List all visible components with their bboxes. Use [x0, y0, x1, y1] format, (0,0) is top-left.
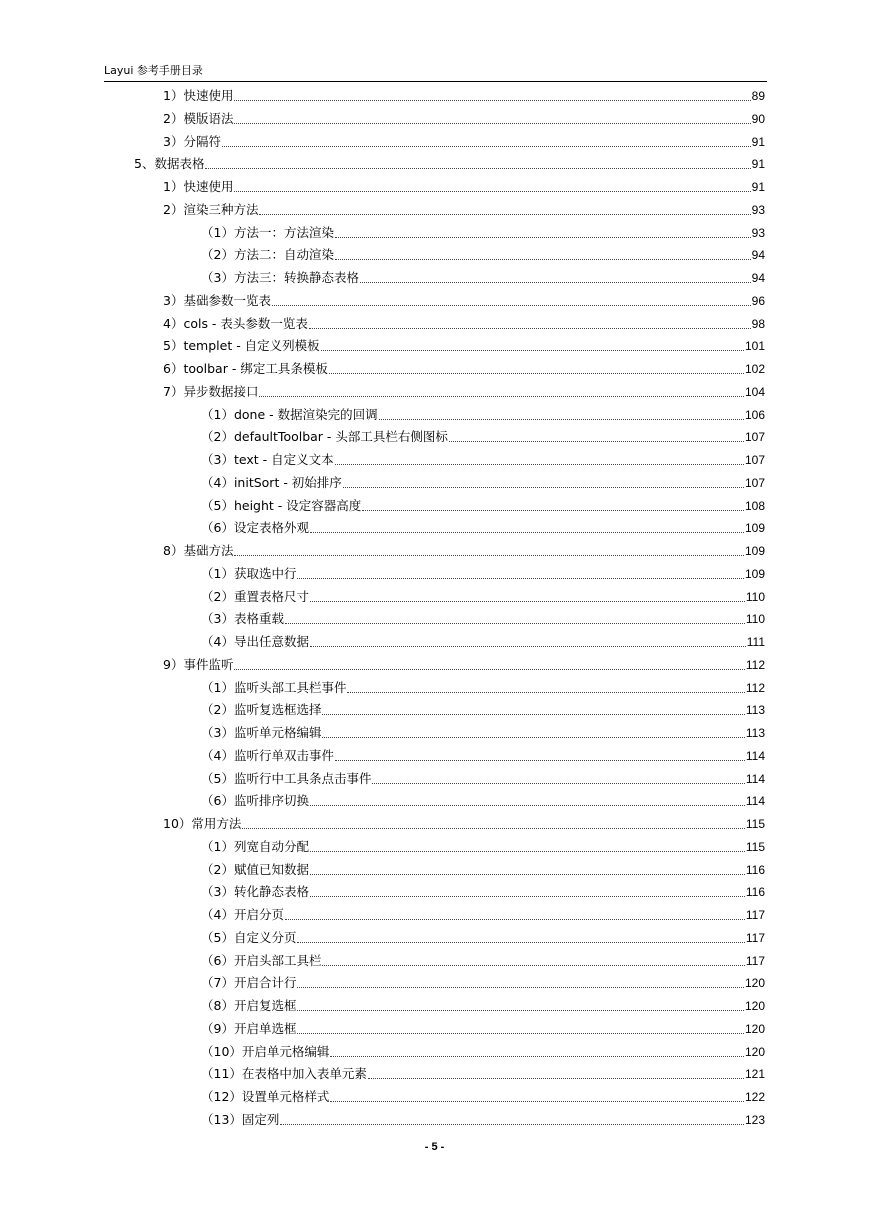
toc-dot-leader [309, 327, 751, 329]
toc-entry-page-number: 120 [744, 976, 765, 991]
toc-dot-leader [285, 918, 745, 920]
toc-dot-leader [310, 850, 745, 852]
toc-entry[interactable] [201, 928, 765, 946]
toc-entry-page-number: 117 [745, 953, 765, 968]
toc-dot-leader [449, 440, 744, 442]
toc-entry-page-number: 117 [745, 908, 765, 922]
toc-entry-title: 5、数据表格 [134, 156, 205, 172]
toc-entry-page-number: 110 [745, 589, 765, 604]
toc-entry[interactable] [163, 291, 765, 309]
toc-entry[interactable] [163, 177, 765, 195]
toc-entry[interactable] [201, 1042, 765, 1060]
toc-entry-page-number: 116 [745, 885, 765, 900]
toc-entry-title: （4）开启分页 [201, 907, 284, 922]
toc-entry-title: 2）渲染三种方法 [163, 201, 259, 217]
toc-entry[interactable] [201, 905, 765, 923]
toc-entry-title: 3）分隔符 [163, 133, 221, 149]
toc-dot-leader [272, 304, 751, 306]
toc-entry[interactable] [201, 223, 765, 241]
toc-entry-page-number: 98 [751, 316, 765, 331]
toc-entry-page-number: 113 [745, 726, 765, 740]
toc-entry-title: 2）模版语法 [163, 110, 234, 126]
page-number: - 5 - [424, 1141, 445, 1153]
toc-dot-leader [310, 600, 745, 602]
toc-dot-leader [362, 509, 744, 511]
toc-entry-title: （3）方法三：转换静态表格 [201, 270, 359, 285]
toc-entry[interactable] [201, 951, 765, 969]
toc-dot-leader [343, 486, 744, 488]
toc-entry[interactable] [201, 632, 765, 650]
toc-dot-leader [285, 622, 745, 624]
toc-entry-page-number: 120 [744, 1044, 765, 1059]
toc-entry-title: （9）开启单选框 [201, 1020, 297, 1036]
toc-entry-title: 9）事件监听 [163, 656, 234, 672]
toc-dot-leader [330, 1100, 744, 1102]
toc-dot-leader [360, 281, 751, 283]
toc-entry-page-number: 93 [751, 225, 765, 240]
toc-entry[interactable] [163, 541, 765, 559]
toc-entry[interactable] [201, 996, 765, 1014]
toc-dot-leader [310, 804, 745, 806]
toc-entry-title: （4）initSort - 初始排序 [201, 474, 342, 490]
toc-entry-page-number: 112 [745, 680, 765, 695]
toc-entry-title: （12）设置单元格样式 [201, 1089, 330, 1104]
toc-entry-page-number: 120 [744, 999, 765, 1013]
toc-dot-leader [280, 1123, 744, 1125]
toc-entry-title: （2）重置表格尺寸 [201, 588, 309, 604]
toc-entry-title: （5）height - 设定容器高度 [201, 497, 362, 513]
toc-dot-leader [234, 668, 744, 670]
toc-entry-title: 5）templet - 自定义列模板 [163, 338, 320, 354]
toc-entry-page-number: 102 [744, 362, 765, 376]
toc-dot-leader [297, 1009, 744, 1011]
toc-entry-page-number: 91 [751, 157, 765, 172]
toc-dot-leader [297, 1032, 744, 1034]
toc-entry-page-number: 91 [751, 134, 765, 149]
toc-dot-leader [322, 736, 744, 738]
toc-entry[interactable] [201, 473, 765, 491]
toc-dot-leader [335, 258, 751, 260]
toc-entry-title: （3）表格重载 [201, 611, 284, 627]
toc-entry[interactable] [201, 609, 765, 627]
toc-entry-title: （4）导出任意数据 [201, 634, 309, 649]
toc-entry-title: （2）方法二：自动渲染 [201, 247, 334, 263]
toc-entry-title: （1）获取选中行 [201, 565, 297, 581]
toc-entry-page-number: 109 [744, 566, 765, 581]
toc-entry-title: （7）开启合计行 [201, 975, 297, 991]
toc-entry[interactable] [201, 1087, 765, 1105]
toc-dot-leader [259, 395, 744, 397]
toc-dot-leader [234, 99, 750, 101]
toc-entry-page-number: 123 [744, 1112, 765, 1127]
toc-entry-page-number: 121 [744, 1067, 765, 1082]
toc-entry-title: 1）快速使用 [163, 88, 234, 103]
toc-entry[interactable] [163, 359, 765, 377]
toc-entry-title: （1）done - 数据渲染完的回调 [201, 406, 378, 422]
toc-entry-title: （1）方法一：方法渲染 [201, 224, 334, 240]
toc-entry[interactable] [201, 860, 765, 878]
toc-entry-title: （1）监听头部工具栏事件 [201, 679, 347, 695]
toc-entry[interactable] [163, 314, 765, 332]
toc-entry[interactable] [163, 382, 765, 400]
toc-entry-title: 6）toolbar - 绑定工具条模板 [163, 361, 328, 376]
toc-entry[interactable] [163, 814, 765, 832]
toc-entry[interactable] [201, 268, 765, 286]
toc-entry-page-number: 96 [751, 293, 765, 308]
toc-entry-page-number: 94 [751, 248, 765, 263]
toc-dot-leader [222, 145, 751, 147]
toc-dot-leader [310, 895, 745, 897]
toc-entry-title: （11）在表格中加入表单元素 [201, 1066, 367, 1082]
toc-entry-page-number: 109 [744, 544, 765, 558]
toc-dot-leader [335, 759, 745, 761]
toc-entry[interactable] [163, 200, 765, 218]
toc-entry-title: （6）监听排序切换 [201, 793, 309, 809]
page-header: Layui 参考手册目录 [104, 64, 767, 82]
toc-entry[interactable] [201, 496, 765, 514]
toc-dot-leader [347, 691, 744, 693]
toc-entry-title: 4）cols - 表头参数一览表 [163, 315, 308, 331]
toc-dot-leader [330, 1055, 744, 1057]
toc-entry-title: （13）固定列 [201, 1111, 280, 1127]
toc-entry-page-number: 111 [746, 635, 765, 649]
toc-entry-title: （8）开启复选框 [201, 998, 297, 1013]
toc-dot-leader [321, 349, 744, 351]
toc-entry-title: （1）列宽自动分配 [201, 838, 309, 854]
toc-entry-page-number: 91 [751, 180, 765, 194]
toc-entry[interactable] [201, 564, 765, 582]
toc-entry-page-number: 114 [745, 794, 765, 809]
toc-entry-page-number: 115 [745, 817, 765, 831]
toc-entry[interactable] [201, 1064, 765, 1082]
toc-entry[interactable] [201, 791, 765, 809]
toc-entry-title: 8）基础方法 [163, 543, 234, 558]
toc-dot-leader [234, 122, 750, 124]
toc-entry-page-number: 114 [745, 771, 765, 786]
toc-entry-title: 3）基础参数一览表 [163, 292, 271, 308]
toc-entry-page-number: 114 [745, 748, 765, 763]
toc-entry-title: （2）监听复选框选择 [201, 702, 322, 718]
toc-entry[interactable] [201, 587, 765, 605]
toc-entry-page-number: 94 [751, 271, 765, 285]
toc-entry-page-number: 115 [745, 839, 765, 854]
toc-entry[interactable] [201, 769, 765, 787]
toc-entry[interactable] [134, 154, 765, 172]
toc-entry-page-number: 89 [751, 89, 765, 103]
toc-entry-title: （5）监听行中工具条点击事件 [201, 770, 372, 786]
toc-dot-leader [379, 418, 744, 420]
toc-entry-title: （3）text - 自定义文本 [201, 452, 334, 467]
toc-entry[interactable] [201, 678, 765, 696]
toc-entry-page-number: 107 [744, 453, 765, 467]
toc-dot-leader [310, 873, 745, 875]
toc-dot-leader [242, 827, 744, 829]
toc-entry-page-number: 112 [745, 657, 765, 672]
toc-dot-leader [335, 236, 751, 238]
toc-entry[interactable] [201, 723, 765, 741]
toc-dot-leader [234, 554, 744, 556]
toc-entry[interactable] [201, 882, 765, 900]
toc-entry[interactable] [201, 746, 765, 764]
toc-entry-page-number: 107 [744, 430, 765, 445]
toc-entry-title: （2）赋值已知数据 [201, 861, 309, 877]
toc-entry-page-number: 120 [744, 1021, 765, 1036]
toc-entry-title: 7）异步数据接口 [163, 383, 259, 399]
toc-entry[interactable] [201, 450, 765, 468]
toc-entry-page-number: 108 [744, 498, 765, 513]
toc-entry-page-number: 107 [744, 475, 765, 490]
toc-entry[interactable] [201, 837, 765, 855]
toc-entry[interactable] [201, 973, 765, 991]
toc-dot-leader [322, 964, 744, 966]
toc-dot-leader [322, 713, 744, 715]
toc-entry-page-number: 117 [745, 930, 765, 945]
toc-entry[interactable] [163, 336, 765, 354]
toc-entry-title: （4）监听行单双击事件 [201, 747, 334, 763]
toc-entry-page-number: 90 [751, 111, 765, 126]
toc-entry-page-number: 93 [751, 202, 765, 217]
toc-entry-title: （3）转化静态表格 [201, 884, 309, 900]
toc-entry-title: 1）快速使用 [163, 179, 234, 194]
toc-dot-leader [329, 372, 744, 374]
toc-entry-title: （10）开启单元格编辑 [201, 1043, 330, 1059]
toc-entry-page-number: 106 [744, 407, 765, 422]
toc-dot-leader [310, 645, 746, 647]
toc-dot-leader [368, 1077, 744, 1079]
toc-entry-title: 10）常用方法 [163, 816, 242, 831]
toc-entry-title: （5）自定义分页 [201, 929, 297, 945]
toc-entry[interactable] [163, 655, 765, 673]
toc-entry-page-number: 104 [744, 384, 765, 399]
toc-entry[interactable] [201, 427, 765, 445]
toc-entry[interactable] [201, 245, 765, 263]
toc-entry[interactable] [201, 700, 765, 718]
toc-entry-title: （6）设定表格外观 [201, 520, 309, 536]
toc-entry-title: （6）开启头部工具栏 [201, 952, 322, 968]
toc-dot-leader [205, 167, 750, 169]
toc-entry-page-number: 113 [745, 703, 765, 718]
toc-dot-leader [297, 577, 744, 579]
toc-entry-page-number: 109 [744, 521, 765, 536]
toc-entry[interactable] [201, 405, 765, 423]
toc-entry-page-number: 110 [745, 612, 765, 627]
toc-dot-leader [234, 190, 750, 192]
toc-dot-leader [335, 463, 744, 465]
toc-entry-page-number: 101 [744, 339, 765, 354]
toc-dot-leader [372, 782, 744, 784]
toc-entry[interactable] [201, 518, 765, 536]
toc-entry[interactable] [163, 132, 765, 150]
toc-entry[interactable] [201, 1110, 765, 1128]
toc-entry-page-number: 122 [744, 1090, 765, 1104]
toc-dot-leader [259, 213, 750, 215]
toc-dot-leader [310, 531, 744, 533]
toc-dot-leader [297, 986, 744, 988]
toc-entry-title: （3）监听单元格编辑 [201, 725, 322, 740]
toc-dot-leader [297, 941, 744, 943]
toc-entry-title: （2）defaultToolbar - 头部工具栏右侧图标 [201, 429, 448, 445]
toc-entry[interactable] [201, 1019, 765, 1037]
toc-entry-page-number: 116 [745, 862, 765, 877]
toc-entry[interactable] [163, 86, 765, 104]
toc-entry[interactable] [163, 109, 765, 127]
